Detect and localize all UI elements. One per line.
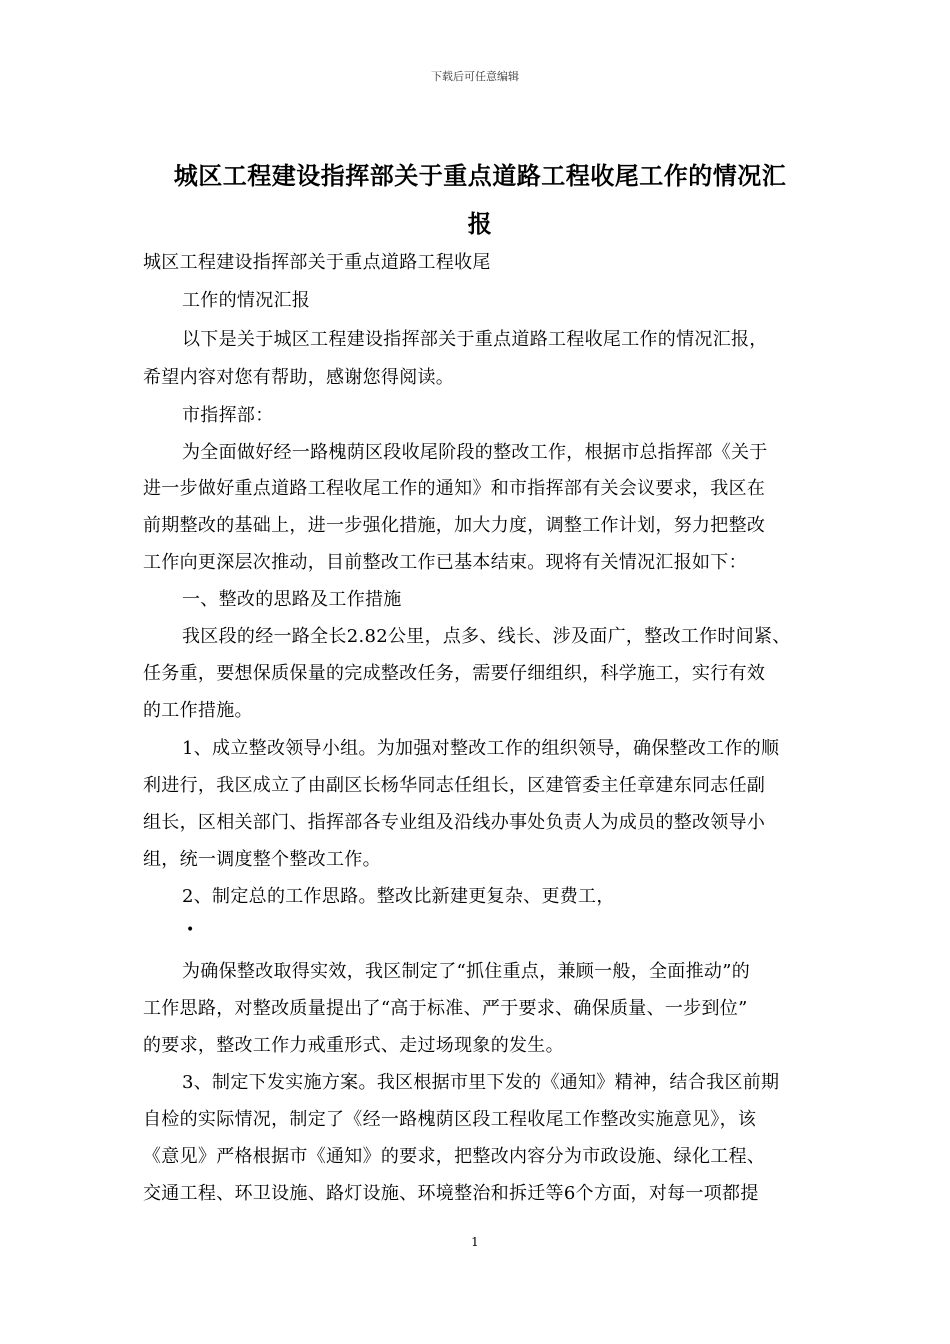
body-line: 的要求，整改工作力戒重形式、走过场现象的发生。	[143, 1035, 564, 1056]
page-number: 1	[471, 1235, 479, 1249]
body-line: 自检的实际情况，制定了《经一路槐荫区段工程收尾工作整改实施意见》，该	[143, 1109, 757, 1130]
header-note: 下载后可任意编辑	[431, 70, 519, 83]
body-line: 工作向更深层次推动，目前整改工作已基本结束。现将有关情况汇报如下：	[143, 552, 747, 573]
section-heading: 一、整改的思路及工作措施	[182, 589, 402, 610]
body-line: 利进行，我区成立了由副区长杨华同志任组长，区建管委主任章建东同志任副	[143, 775, 766, 796]
body-line: 城区工程建设指挥部关于重点道路工程收尾	[143, 252, 491, 273]
bullet-mark: •	[186, 922, 195, 938]
body-line: 组长，区相关部门、指挥部各专业组及沿线办事处负责人为成员的整改领导小	[143, 812, 766, 833]
document-title-line-2: 报	[467, 210, 493, 238]
body-line: 3、制定下发实施方案。我区根据市里下发的《通知》精神，结合我区前期	[182, 1072, 780, 1093]
body-line: 为确保整改取得实效，我区制定了“抓住重点，兼顾一般，全面推动”的	[182, 961, 751, 982]
body-line: 进一步做好重点道路工程收尾工作的通知》和市指挥部有关会议要求，我区在	[143, 478, 766, 499]
body-line: 工作思路，对整改质量提出了“高于标准、严于要求、确保质量、一步到位”	[143, 998, 748, 1019]
body-line: 前期整改的基础上，进一步强化措施，加大力度，调整工作计划，努力把整改	[143, 515, 766, 536]
body-line: 市指挥部：	[182, 405, 274, 426]
body-line: 希望内容对您有帮助，感谢您得阅读。	[143, 367, 455, 388]
body-line: 《意见》严格根据市《通知》的要求，把整改内容分为市政设施、绿化工程、	[143, 1146, 766, 1167]
body-line: 1、成立整改领导小组。为加强对整改工作的组织领导，确保整改工作的顺	[182, 738, 780, 759]
body-line: 的工作措施。	[143, 700, 253, 721]
body-line: 组，统一调度整个整改工作。	[143, 849, 381, 870]
body-line: 2、制定总的工作思路。整改比新建更复杂、更费工，	[182, 886, 615, 907]
body-line: 为全面做好经一路槐荫区段收尾阶段的整改工作，根据市总指挥部《关于	[182, 442, 768, 463]
body-line: 工作的情况汇报	[182, 290, 311, 311]
document-title-line-1: 城区工程建设指挥部关于重点道路工程收尾工作的情况汇	[173, 162, 787, 190]
body-line: 交通工程、环卫设施、路灯设施、环境整治和拆迁等6个方面，对每一项都提	[143, 1183, 759, 1204]
body-line: 我区段的经一路全长2.82公里，点多、线长、涉及面广，整改工作时间紧、	[182, 626, 791, 647]
body-line: 以下是关于城区工程建设指挥部关于重点道路工程收尾工作的情况汇报，	[182, 329, 768, 350]
body-line: 任务重，要想保质保量的完成整改任务，需要仔细组织，科学施工，实行有效	[143, 663, 766, 684]
